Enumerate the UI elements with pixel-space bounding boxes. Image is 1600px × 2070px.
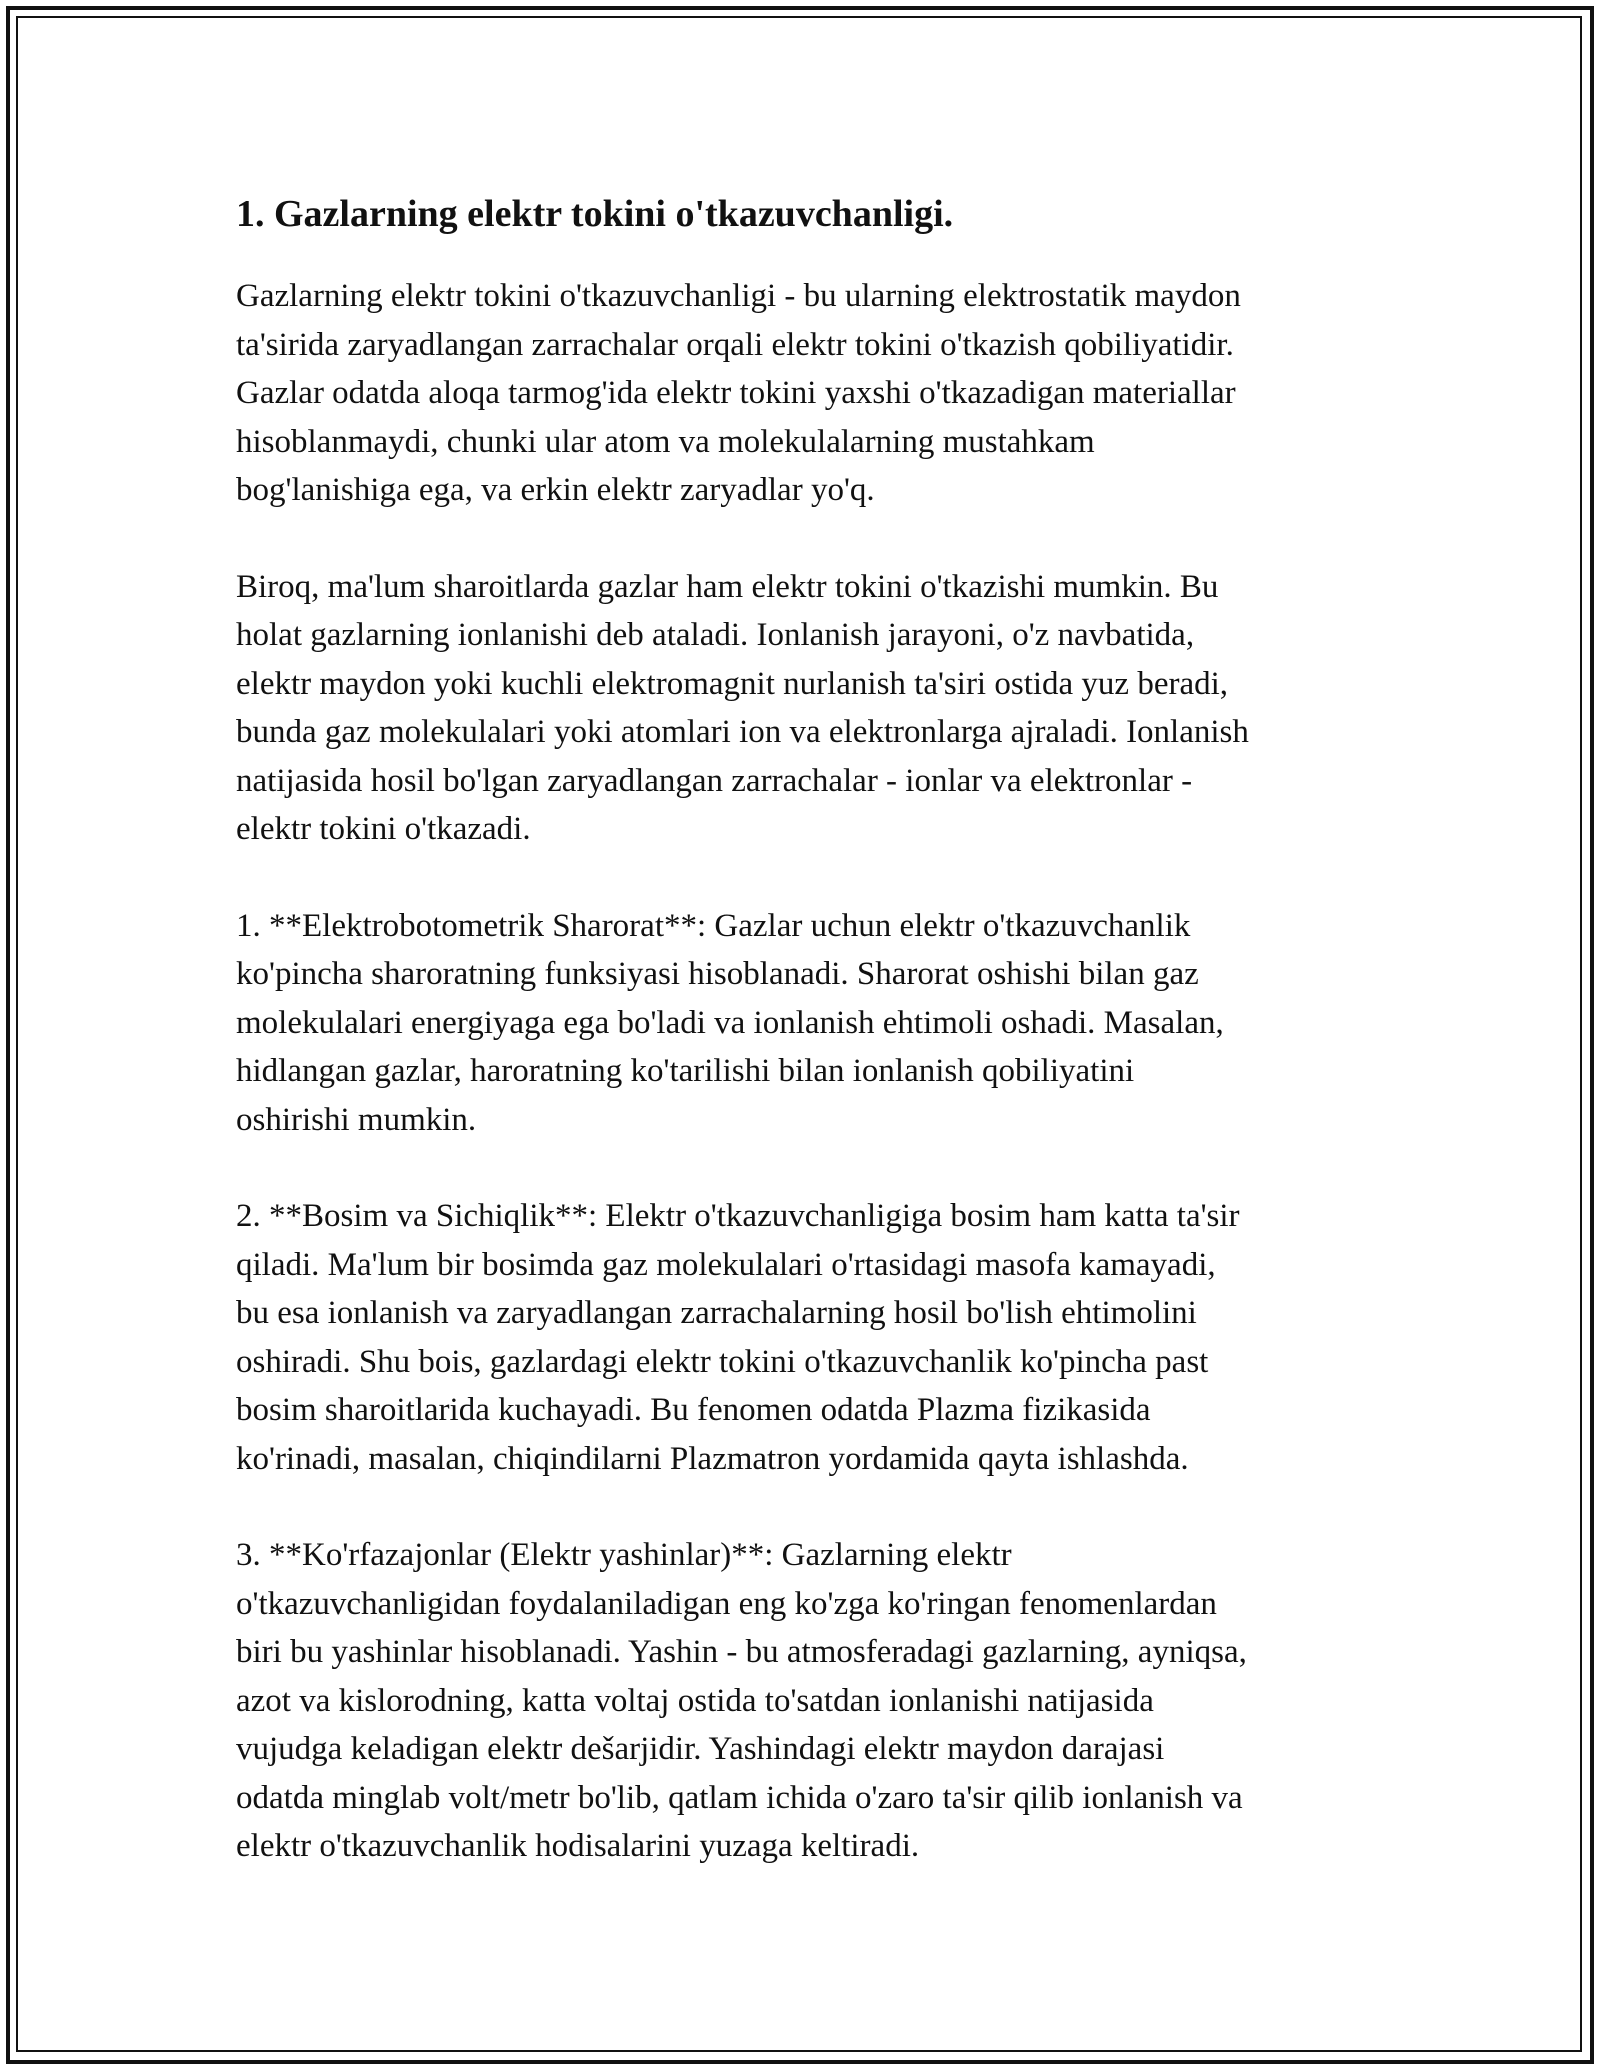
text-line: molekulalari energiyaga ega bo'ladi va ionlanish ehtimoli oshadi. Masalan,	[236, 1004, 1224, 1041]
text-line: oshirishi mumkin.	[236, 1101, 477, 1138]
text-line: elektr maydon yoki kuchli elektromagnit nurlanish ta'siri ostida yuz beradi,	[236, 665, 1229, 702]
text-line: elektr tokini o'tkazadi.	[236, 811, 531, 847]
paragraph-intro	[236, 272, 1386, 515]
text-line: o'tkazuvchanligidan foydalaniladigan eng ko'zga ko'ringan fenomenlardan	[236, 1585, 1217, 1622]
text-line: azot va kislorodning, katta voltaj ostida to'satdan ionlanishi natijasida	[236, 1682, 1154, 1719]
text-line: 2. **Bosim va Sichiqlik**: Elektr o'tkazuvchanligiga bosim ham katta ta'sir	[236, 1198, 1240, 1234]
paragraph-ionization	[236, 563, 1386, 854]
text-line: bog'lanishiga ega, va erkin elektr zaryadlar yo'q.	[236, 472, 875, 508]
text-line: Gazlarning elektr tokini o'tkazuvchanligi - bu ularning elektrostatik maydon	[236, 278, 1241, 314]
text-line: hisoblanmaydi, chunki ular atom va molekulalarning mustahkam	[236, 423, 1095, 460]
text-line: odatda minglab volt/metr bo'lib, qatlam ichida o'zaro ta'sir qilib ionlanish va	[236, 1779, 1243, 1816]
document-title: 1. Gazlarning elektr tokini o'tkazuvchanligi.	[236, 193, 954, 235]
text-line: bunda gaz molekulalari yoki atomlari ion va elektronlarga ajraladi. Ionlanish	[236, 714, 1249, 750]
paragraph-item-3	[236, 1531, 1386, 1871]
text-line: qiladi. Ma'lum bir bosimda gaz molekulalari o'rtasidagi masofa kamayadi,	[236, 1246, 1216, 1283]
text-line: bu esa ionlanish va zaryadlangan zarrachalarning hosil bo'lish ehtimolini	[236, 1295, 1197, 1331]
text-line: elektr o'tkazuvchanlik hodisalarini yuzaga keltiradi.	[236, 1828, 920, 1864]
text-line: ko'rinadi, masalan, chiqindilarni Plazmatron yordamida qayta ishlashda.	[236, 1440, 1189, 1477]
text-line: 1. **Elektrobotometrik Sharorat**: Gazlar uchun elektr o'tkazuvchanlik	[236, 907, 1191, 944]
text-line: natijasida hosil bo'lgan zaryadlangan zarrachalar - ionlar va elektronlar -	[236, 762, 1193, 799]
text-line: hidlangan gazlar, haroratning ko'tarilishi bilan ionlanish qobiliyatini	[236, 1053, 1135, 1089]
text-line: Gazlar odatda aloqa tarmog'ida elektr tokini yaxshi o'tkazadigan materiallar	[236, 375, 1236, 411]
paragraph-item-2	[236, 1192, 1386, 1483]
paragraph-item-1	[236, 902, 1386, 1145]
text-line: oshiradi. Shu bois, gazlardagi elektr tokini o'tkazuvchanlik ko'pincha past	[236, 1343, 1209, 1380]
text-line: ta'sirida zaryadlangan zarrachalar orqali elektr tokini o'tkazish qobiliyatidir.	[236, 326, 1234, 363]
text-line: Biroq, ma'lum sharoitlarda gazlar ham elektr tokini o'tkazishi mumkin. Bu	[236, 568, 1219, 605]
text-line: vujudga keladigan elektr dešarjidir. Yashindagi elektr maydon darajasi	[236, 1731, 1165, 1767]
text-line: ko'pincha sharoratning funksiyasi hisoblanadi. Sharorat oshishi bilan gaz	[236, 956, 1199, 992]
text-line: holat gazlarning ionlanishi deb ataladi. Ionlanish jarayoni, o'z navbatida,	[236, 617, 1195, 653]
text-line: biri bu yashinlar hisoblanadi. Yashin - bu atmosferadagi gazlarning, ayniqsa,	[236, 1634, 1247, 1670]
text-line: bosim sharoitlarida kuchayadi. Bu fenomen odatda Plazma fizikasida	[236, 1392, 1151, 1428]
text-line: 3. **Ko'rfazajonlar (Elektr yashinlar)**: Gazlarning elektr	[236, 1537, 1012, 1573]
document-body	[236, 188, 1386, 1919]
